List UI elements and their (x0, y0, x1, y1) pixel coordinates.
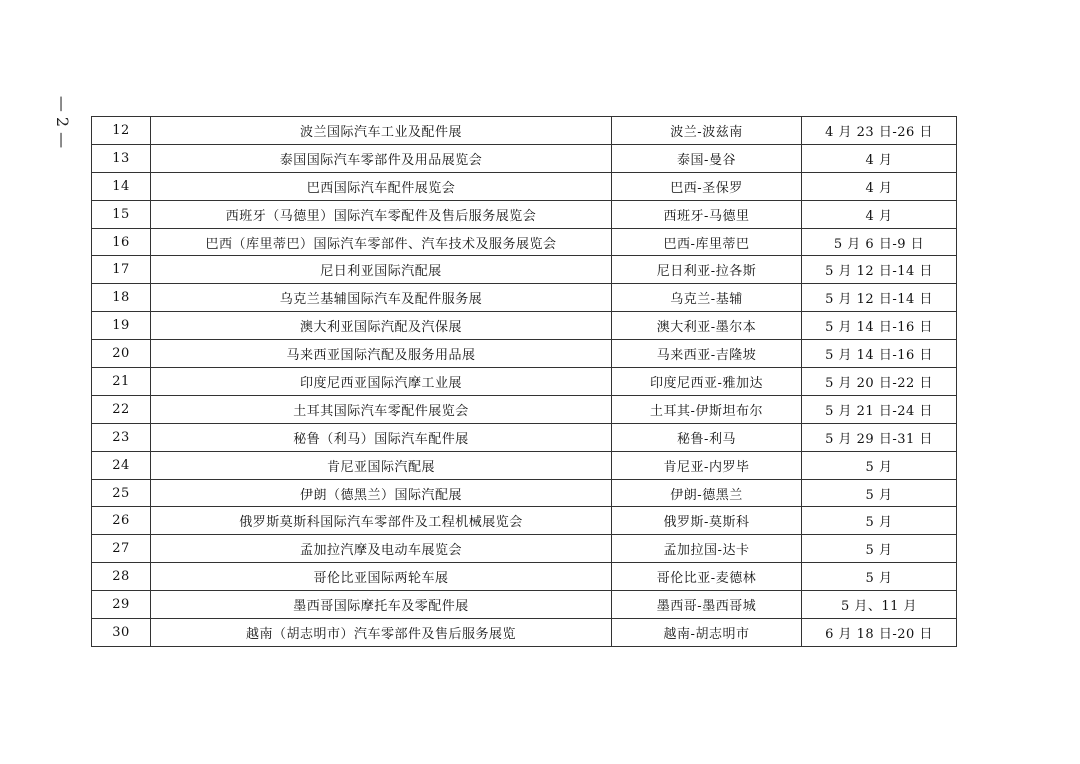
exhibition-name: 秘鲁（利马）国际汽车配件展 (151, 423, 612, 451)
table-row (92, 340, 957, 368)
exhibition-name: 伊朗（德黑兰）国际汽配展 (151, 479, 612, 507)
table-row (92, 368, 957, 396)
exhibition-date: 6 月 18 日-20 日 (802, 619, 957, 647)
exhibition-location: 乌克兰-基辅 (612, 284, 802, 312)
exhibition-date: 5 月 29 日-31 日 (802, 423, 957, 451)
table-row (92, 200, 957, 228)
exhibition-date: 4 月 (802, 144, 957, 172)
exhibition-location: 哥伦比亚-麦德林 (612, 563, 802, 591)
table-row (92, 423, 957, 451)
exhibition-date: 5 月 21 日-24 日 (802, 395, 957, 423)
exhibition-date: 4 月 23 日-26 日 (802, 117, 957, 145)
exhibition-date: 5 月、11 月 (802, 591, 957, 619)
table-row (92, 451, 957, 479)
table-row (92, 395, 957, 423)
exhibition-table (91, 116, 957, 647)
exhibition-name: 澳大利亚国际汽配及汽保展 (151, 312, 612, 340)
table-row (92, 256, 957, 284)
exhibition-name: 肯尼亚国际汽配展 (151, 451, 612, 479)
exhibition-date: 5 月 (802, 563, 957, 591)
row-number: 19 (92, 312, 151, 340)
table-row (92, 479, 957, 507)
row-number: 18 (92, 284, 151, 312)
row-number: 13 (92, 144, 151, 172)
row-number: 30 (92, 619, 151, 647)
exhibition-name: 巴西国际汽车配件展览会 (151, 172, 612, 200)
row-number: 25 (92, 479, 151, 507)
exhibition-location: 澳大利亚-墨尔本 (612, 312, 802, 340)
exhibition-date: 5 月 12 日-14 日 (802, 284, 957, 312)
exhibition-date: 5 月 (802, 535, 957, 563)
table-row (92, 619, 957, 647)
exhibition-date: 5 月 (802, 479, 957, 507)
exhibition-location: 孟加拉国-达卡 (612, 535, 802, 563)
row-number: 20 (92, 340, 151, 368)
exhibition-name: 乌克兰基辅国际汽车及配件服务展 (151, 284, 612, 312)
exhibition-location: 泰国-曼谷 (612, 144, 802, 172)
exhibition-name: 孟加拉汽摩及电动车展览会 (151, 535, 612, 563)
exhibition-name: 越南（胡志明市）汽车零部件及售后服务展览 (151, 619, 612, 647)
row-number: 27 (92, 535, 151, 563)
row-number: 21 (92, 368, 151, 396)
table-row (92, 591, 957, 619)
row-number: 22 (92, 395, 151, 423)
exhibition-name: 哥伦比亚国际两轮车展 (151, 563, 612, 591)
exhibition-name: 巴西（库里蒂巴）国际汽车零部件、汽车技术及服务展览会 (151, 228, 612, 256)
table-row (92, 507, 957, 535)
exhibition-name: 土耳其国际汽车零配件展览会 (151, 395, 612, 423)
exhibition-location: 西班牙-马德里 (612, 200, 802, 228)
row-number: 29 (92, 591, 151, 619)
exhibition-location: 俄罗斯-莫斯科 (612, 507, 802, 535)
exhibition-location: 墨西哥-墨西哥城 (612, 591, 802, 619)
row-number: 28 (92, 563, 151, 591)
exhibition-location: 巴西-库里蒂巴 (612, 228, 802, 256)
exhibition-date: 5 月 6 日-9 日 (802, 228, 957, 256)
exhibition-location: 尼日利亚-拉各斯 (612, 256, 802, 284)
table-row (92, 172, 957, 200)
exhibition-date: 5 月 20 日-22 日 (802, 368, 957, 396)
table-row (92, 144, 957, 172)
exhibition-name: 尼日利亚国际汽配展 (151, 256, 612, 284)
exhibition-date: 5 月 14 日-16 日 (802, 312, 957, 340)
exhibition-date: 5 月 (802, 507, 957, 535)
exhibition-name: 西班牙（马德里）国际汽车零配件及售后服务展览会 (151, 200, 612, 228)
exhibition-location: 肯尼亚-内罗毕 (612, 451, 802, 479)
row-number: 24 (92, 451, 151, 479)
exhibition-location: 越南-胡志明市 (612, 619, 802, 647)
exhibition-location: 马来西亚-吉隆坡 (612, 340, 802, 368)
exhibition-name: 墨西哥国际摩托车及零配件展 (151, 591, 612, 619)
row-number: 15 (92, 200, 151, 228)
exhibition-date: 5 月 14 日-16 日 (802, 340, 957, 368)
exhibition-name: 俄罗斯莫斯科国际汽车零部件及工程机械展览会 (151, 507, 612, 535)
table-row (92, 284, 957, 312)
exhibition-location: 伊朗-德黑兰 (612, 479, 802, 507)
exhibition-date: 4 月 (802, 200, 957, 228)
row-number: 23 (92, 423, 151, 451)
exhibition-name: 泰国国际汽车零部件及用品展览会 (151, 144, 612, 172)
row-number: 12 (92, 117, 151, 145)
exhibition-date: 5 月 12 日-14 日 (802, 256, 957, 284)
exhibition-location: 巴西-圣保罗 (612, 172, 802, 200)
exhibition-name: 印度尼西亚国际汽摩工业展 (151, 368, 612, 396)
table-row (92, 535, 957, 563)
exhibition-location: 土耳其-伊斯坦布尔 (612, 395, 802, 423)
row-number: 26 (92, 507, 151, 535)
exhibition-location: 印度尼西亚-雅加达 (612, 368, 802, 396)
exhibition-date: 4 月 (802, 172, 957, 200)
table-body (92, 117, 957, 647)
exhibition-name: 波兰国际汽车工业及配件展 (151, 117, 612, 145)
table-row (92, 228, 957, 256)
table-row (92, 312, 957, 340)
exhibition-location: 波兰-波兹南 (612, 117, 802, 145)
exhibition-location: 秘鲁-利马 (612, 423, 802, 451)
exhibition-date: 5 月 (802, 451, 957, 479)
table-row (92, 117, 957, 145)
row-number: 17 (92, 256, 151, 284)
row-number: 14 (92, 172, 151, 200)
table-row (92, 563, 957, 591)
exhibition-name: 马来西亚国际汽配及服务用品展 (151, 340, 612, 368)
page-number: — 2 — (53, 95, 73, 149)
row-number: 16 (92, 228, 151, 256)
